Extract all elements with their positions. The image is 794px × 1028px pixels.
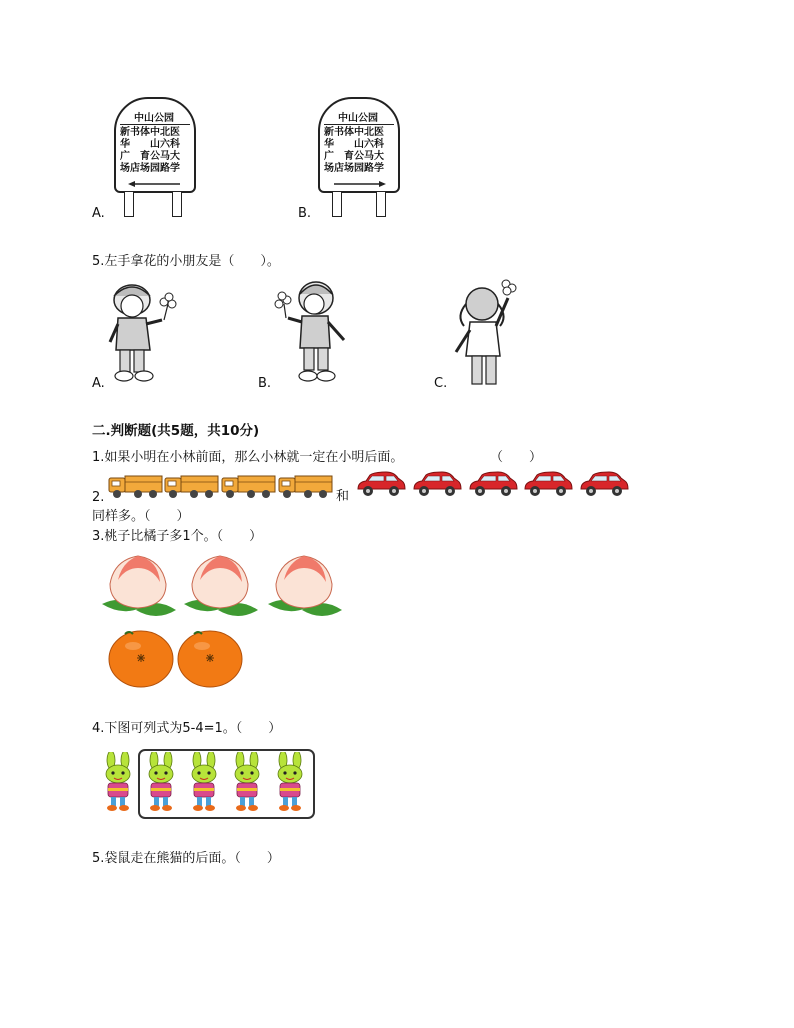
peach-icon xyxy=(262,552,346,628)
sign-leg xyxy=(172,191,182,217)
bunny-icon xyxy=(141,752,181,814)
car-icon xyxy=(579,470,629,498)
judge-q4-text: 4.下图可列式为5-4=1。（ ） xyxy=(92,721,282,736)
arrow-left-icon xyxy=(128,181,182,187)
q5-question: 5.左手拿花的小朋友是（ ）。 xyxy=(92,254,280,269)
signpost-b xyxy=(318,97,398,217)
bunny-icon xyxy=(270,752,310,814)
car-icon xyxy=(468,470,518,498)
car-icon xyxy=(523,470,573,498)
judge-q2-number: 2. xyxy=(92,490,105,505)
judge-q1-text: 1.如果小明在小林前面，那么小林就一定在小明后面。 xyxy=(92,450,404,465)
sign-text xyxy=(120,127,190,175)
q5-option-b-label: B. xyxy=(258,376,272,391)
judge-q2-tail: 同样多。（ ） xyxy=(92,509,190,524)
sign-row: 广 育公马大 xyxy=(324,151,384,162)
sign-text xyxy=(324,127,394,175)
sign-row: 华 山六科 xyxy=(120,139,180,150)
truck-icon xyxy=(164,472,220,500)
car-icon xyxy=(412,470,462,498)
orange-icon xyxy=(107,628,175,688)
sign-row: 华 山六科 xyxy=(324,139,384,150)
signpost-a xyxy=(114,97,194,217)
sign-divider xyxy=(324,124,394,125)
bunny-icon xyxy=(98,752,138,814)
bunny-icon xyxy=(227,752,267,814)
arrow-right-icon xyxy=(332,181,386,187)
judge-q1-answer-paren: （ ） xyxy=(490,450,543,465)
judge-q5-text: 5.袋鼠走在熊猫的后面。（ ） xyxy=(92,851,280,866)
truck-icon xyxy=(278,472,334,500)
section-heading: 二.判断题(共5题，共10分) xyxy=(92,423,260,439)
child-c-illustration xyxy=(452,276,522,390)
sign-divider xyxy=(120,124,190,125)
child-a-illustration xyxy=(104,280,184,386)
truck-icon xyxy=(108,472,164,500)
peach-icon xyxy=(96,552,180,628)
bunny-icon xyxy=(184,752,224,814)
judge-q3-text: 3.桃子比橘子多1个。（ ） xyxy=(92,529,263,544)
sign-title: 中山公园 xyxy=(134,113,174,124)
sign-title: 中山公园 xyxy=(338,113,378,124)
option-a-label: A. xyxy=(92,206,105,221)
peach-icon xyxy=(178,552,262,628)
sign-row: 新书体中北医 xyxy=(120,127,180,138)
child-b-illustration xyxy=(272,278,356,386)
sign-row: 新书体中北医 xyxy=(324,127,384,138)
q5-option-a-label: A. xyxy=(92,376,105,391)
sign-row: 场店场园路学 xyxy=(324,163,384,174)
q5-option-c-label: C. xyxy=(434,376,448,391)
truck-icon xyxy=(221,472,277,500)
sign-leg xyxy=(376,191,386,217)
sign-leg xyxy=(332,191,342,217)
orange-icon xyxy=(176,628,244,688)
judge-q2-and: 和 xyxy=(336,489,350,504)
sign-row: 场店场园路学 xyxy=(120,163,180,174)
sign-row: 广 育公马大 xyxy=(120,151,180,162)
option-b-label: B. xyxy=(298,206,312,221)
car-icon xyxy=(356,470,406,498)
sign-leg xyxy=(124,191,134,217)
